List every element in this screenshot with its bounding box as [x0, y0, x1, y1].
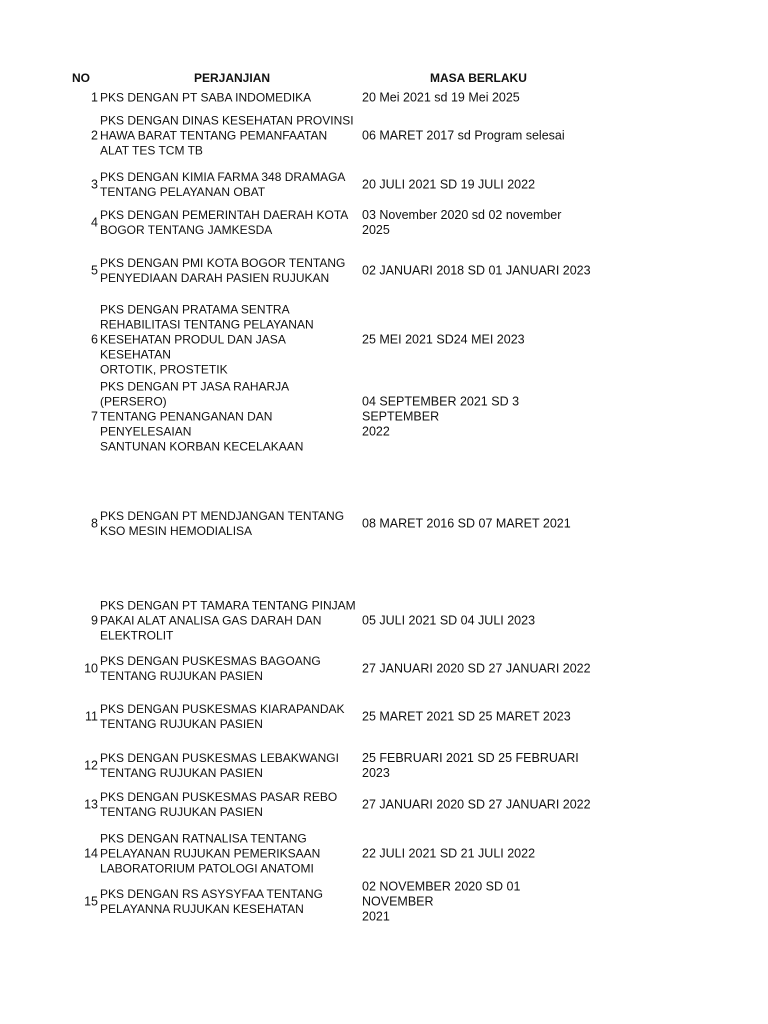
row-number: 9 — [91, 613, 98, 628]
row-number: 10 — [84, 661, 98, 676]
validity-cell: 27 JANUARI 2020 SD 27 JANUARI 2022 — [362, 661, 591, 676]
header-no: NO — [72, 71, 90, 85]
agreement-cell: PKS DENGAN PUSKESMAS LEBAKWANGI TENTANG RUJUKAN PASIEN — [100, 751, 339, 780]
validity-cell: 25 MARET 2021 SD 25 MARET 2023 — [362, 709, 571, 724]
row-number: 2 — [91, 128, 98, 143]
row-number: 4 — [91, 215, 98, 230]
validity-cell: 02 JANUARI 2018 SD 01 JANUARI 2023 — [362, 263, 591, 278]
validity-cell: 25 MEI 2021 SD24 MEI 2023 — [362, 332, 525, 347]
agreement-cell: PKS DENGAN PT MENDJANGAN TENTANG KSO MESIN HEMODIALISA — [100, 509, 345, 538]
agreement-cell: PKS DENGAN PEMERINTAH DAERAH KOTA BOGOR TENTANG JAMKESDA — [100, 208, 349, 237]
validity-cell: 04 SEPTEMBER 2021 SD 3 SEPTEMBER 2022 — [362, 394, 520, 439]
agreement-cell: PKS DENGAN KIMIA FARMA 348 DRAMAGA TENTANG PELAYANAN OBAT — [100, 170, 346, 199]
agreement-cell: PKS DENGAN PT SABA INDOMEDIKA — [100, 90, 312, 105]
validity-cell: 22 JULI 2021 SD 21 JULI 2022 — [362, 846, 536, 861]
row-number: 8 — [91, 516, 98, 531]
agreement-cell: PKS DENGAN PT JASA RAHARJA (PERSERO) TENTANG PENANGANAN DAN PENYELESAIAN SANTUNAN KORBAN KECELAKAAN — [100, 379, 304, 454]
agreement-cell: PKS DENGAN PT TAMARA TENTANG PINJAM PAKAI ALAT ANALISA GAS DARAH DAN ELEKTROLIT — [100, 598, 356, 643]
row-number: 1 — [91, 90, 98, 105]
agreement-cell: PKS DENGAN PUSKESMAS PASAR REBO TENTANG RUJUKAN PASIEN — [100, 790, 338, 819]
agreement-cell: PKS DENGAN RATNALISA TENTANG PELAYANAN RUJUKAN PEMERIKSAAN LABORATORIUM PATOLOGI ANATOMI — [100, 831, 321, 876]
header-masa-berlaku: MASA BERLAKU — [430, 71, 527, 85]
validity-cell: 05 JULI 2021 SD 04 JULI 2023 — [362, 613, 536, 628]
agreement-cell: PKS DENGAN PUSKESMAS BAGOANG TENTANG RUJUKAN PASIEN — [100, 654, 321, 683]
validity-cell: 20 JULI 2021 SD 19 JULI 2022 — [362, 177, 536, 192]
row-number: 14 — [84, 846, 98, 861]
validity-cell: 20 Mei 2021 sd 19 Mei 2025 — [362, 90, 520, 105]
validity-cell: 02 NOVEMBER 2020 SD 01 NOVEMBER 2021 — [362, 879, 521, 924]
agreement-cell: PKS DENGAN PUSKESMAS KIARAPANDAK TENTANG RUJUKAN PASIEN — [100, 702, 345, 731]
row-number: 3 — [91, 177, 98, 192]
row-number: 5 — [91, 263, 98, 278]
row-number: 12 — [84, 758, 98, 773]
header-perjanjian: PERJANJIAN — [194, 71, 271, 85]
validity-cell: 08 MARET 2016 SD 07 MARET 2021 — [362, 516, 571, 531]
validity-cell: 27 JANUARI 2020 SD 27 JANUARI 2022 — [362, 797, 591, 812]
validity-cell: 25 FEBRUARI 2021 SD 25 FEBRUARI 2023 — [362, 751, 579, 780]
row-number: 15 — [84, 894, 98, 909]
row-number: 7 — [91, 409, 98, 424]
validity-cell: 03 November 2020 sd 02 november 2025 — [362, 208, 562, 237]
agreement-cell: PKS DENGAN RS ASYSYFAA TENTANG PELAYANNA RUJUKAN KESEHATAN — [100, 887, 323, 916]
validity-cell: 06 MARET 2017 sd Program selesai — [362, 128, 565, 143]
row-number: 11 — [85, 709, 98, 724]
agreement-cell: PKS DENGAN PMI KOTA BOGOR TENTANG PENYEDIAAN DARAH PASIEN RUJUKAN — [100, 256, 346, 285]
agreement-cell: PKS DENGAN PRATAMA SENTRA REHABILITASI TENTANG PELAYANAN KESEHATAN PRODUL DAN JASA KESEHATAN ORTOTIK, PROSTETIK — [100, 302, 314, 377]
row-number: 13 — [84, 797, 98, 812]
row-number: 6 — [91, 332, 98, 347]
agreement-cell: PKS DENGAN DINAS KESEHATAN PROVINSI HAWA BARAT TENTANG PEMANFAATAN ALAT TES TCM TB — [100, 113, 354, 158]
